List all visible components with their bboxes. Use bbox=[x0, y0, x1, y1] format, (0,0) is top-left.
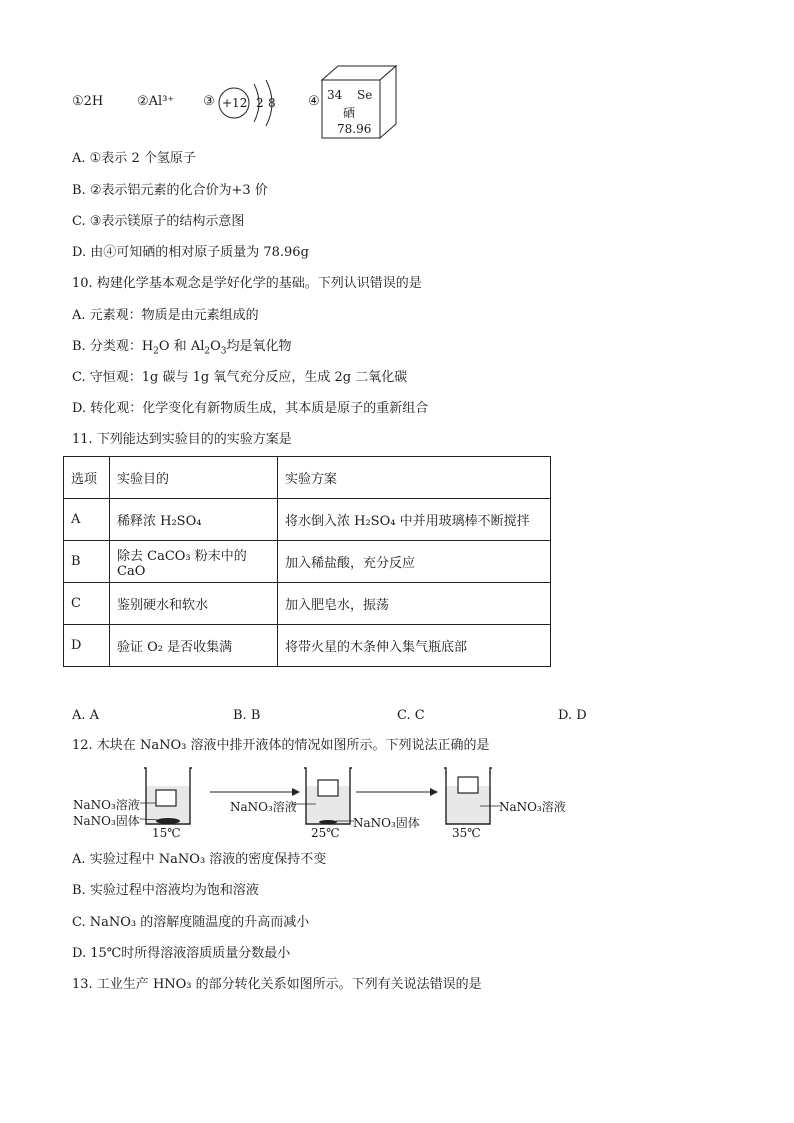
b2-temperature: 25℃ bbox=[311, 826, 340, 840]
cell-plan: 将水倒入浓 H₂SO₄ 中并用玻璃棒不断搅拌 bbox=[278, 499, 551, 541]
cell-plan: 加入肥皂水，振荡 bbox=[278, 583, 551, 625]
header-option: 选项 bbox=[64, 457, 110, 499]
cell-option: C bbox=[64, 583, 110, 625]
b3-solution-label: NaNO₃溶液 bbox=[499, 800, 566, 814]
header-goal: 实验目的 bbox=[110, 457, 278, 499]
q10-b-mid2: O bbox=[210, 339, 221, 354]
table-row bbox=[64, 541, 551, 583]
q12-stem: 12. 木块在 NaNO₃ 溶液中排开液体的情况如图所示。下列说法正确的是 bbox=[72, 738, 490, 753]
item4-number: ④ bbox=[308, 94, 320, 109]
nucleus-charge: +12 bbox=[222, 96, 248, 110]
tile-atomic-mass: 78.96 bbox=[337, 122, 372, 136]
q10-option-b: B. 分类观：$H_2O$ 和 $Al_2O_3$均是氧化物 bbox=[72, 339, 292, 357]
cell-goal: 稀释浓 H₂SO₄ bbox=[110, 499, 278, 541]
table-row bbox=[64, 625, 551, 667]
cell-option: B bbox=[64, 541, 110, 583]
symbol-2h: ①2H bbox=[72, 94, 104, 109]
symbol-al3plus: ②Al³⁺ bbox=[137, 94, 175, 109]
q9-option-a: A. ①表示 2 个氢原子 bbox=[72, 151, 196, 166]
q13-stem: 13. 工业生产 HNO₃ 的部分转化关系如图所示。下列有关说法错误的是 bbox=[72, 977, 482, 992]
q12-option-c: C. NaNO₃ 的溶解度随温度的升高而减小 bbox=[72, 915, 310, 930]
beaker-25c bbox=[304, 768, 352, 824]
b3-temperature: 35℃ bbox=[452, 826, 481, 840]
cell-goal: 鉴别硬水和软水 bbox=[110, 583, 278, 625]
q9-option-d: D. 由④可知硒的相对原子质量为 78.96g bbox=[72, 245, 309, 260]
b2-solution-label: NaNO₃溶液 bbox=[230, 800, 297, 814]
beaker-35c bbox=[444, 768, 492, 824]
cell-option: A bbox=[64, 499, 110, 541]
q12-option-b: B. 实验过程中溶液均为饱和溶液 bbox=[72, 883, 259, 898]
q11-options-table bbox=[63, 456, 551, 667]
item3-number: ③ bbox=[203, 94, 215, 109]
b1-temperature: 15℃ bbox=[152, 826, 181, 840]
q11-stem: 11. 下列能达到实验目的的实验方案是 bbox=[72, 432, 292, 447]
q11-choice-d: D. D bbox=[558, 708, 587, 723]
cell-goal: 验证 O₂ 是否收集满 bbox=[110, 625, 278, 667]
q10-b-suffix: 均是氧化物 bbox=[226, 339, 292, 354]
q10-stem: 10. 构建化学基本观念是学好化学的基础。下列认识错误的是 bbox=[72, 276, 422, 291]
tile-element-name: 硒 bbox=[343, 106, 356, 120]
beaker-experiment-diagram bbox=[140, 764, 560, 830]
shell2-electrons: 8 bbox=[268, 96, 276, 110]
q11-choice-a: A. A bbox=[72, 708, 100, 723]
q9-option-c: C. ③表示镁原子的结构示意图 bbox=[72, 214, 245, 229]
b1-solution-label: NaNO₃溶液 bbox=[73, 798, 140, 812]
cell-option: D bbox=[64, 625, 110, 667]
q10-b-mid1: O 和 Al bbox=[158, 339, 205, 354]
q11-choice-b: B. B bbox=[233, 708, 261, 723]
b2-solid-label: NaNO₃固体 bbox=[353, 816, 420, 830]
q11-choice-c: C. C bbox=[397, 708, 425, 723]
tile-element-symbol: Se bbox=[357, 88, 373, 102]
header-plan: 实验方案 bbox=[278, 457, 551, 499]
table-row bbox=[64, 499, 551, 541]
q10-option-d: D. 转化观：化学变化有新物质生成，其本质是原子的重新组合 bbox=[72, 401, 429, 416]
q12-option-a: A. 实验过程中 NaNO₃ 溶液的密度保持不变 bbox=[72, 852, 327, 867]
shell1-electrons: 2 bbox=[256, 96, 264, 110]
q9-option-b: B. ②表示铝元素的化合价为+3 价 bbox=[72, 183, 268, 198]
table-header-row bbox=[64, 457, 551, 499]
cell-goal: 除去 CaCO₃ 粉末中的 CaO bbox=[110, 541, 278, 583]
cell-plan: 加入稀盐酸，充分反应 bbox=[278, 541, 551, 583]
q10-b-prefix: B. 分类观：H bbox=[72, 339, 154, 354]
q12-option-d: D. 15℃时所得溶液溶质质量分数最小 bbox=[72, 946, 291, 961]
q10-option-c: C. 守恒观：1g 碳与 1g 氧气充分反应，生成 2g 二氧化碳 bbox=[72, 370, 408, 385]
b1-solid-label: NaNO₃固体 bbox=[73, 814, 140, 828]
q10-option-a: A. 元素观：物质是由元素组成的 bbox=[72, 308, 259, 323]
cell-plan: 将带火星的木条伸入集气瓶底部 bbox=[278, 625, 551, 667]
tile-atomic-number: 34 bbox=[327, 88, 343, 102]
table-row bbox=[64, 583, 551, 625]
beaker-15c bbox=[144, 768, 192, 824]
